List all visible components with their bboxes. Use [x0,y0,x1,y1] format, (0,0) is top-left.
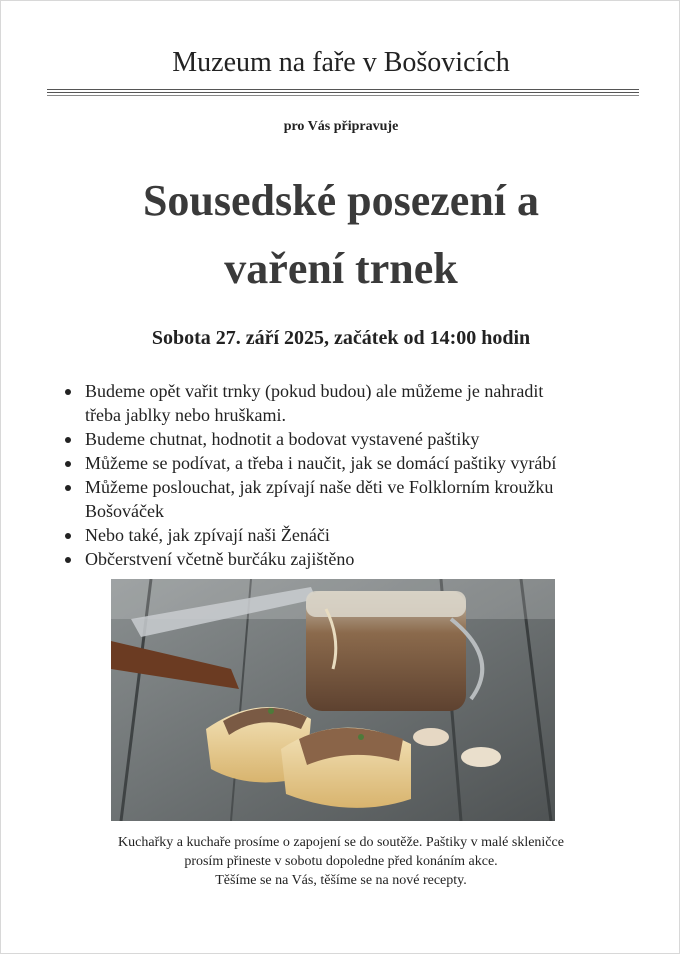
list-item-text: Budeme chutnat, hodnotit a bodovat vystavené paštiky [85,429,480,449]
presents-line: pro Vás připravuje [283,119,399,134]
caption-line: Těšíme se na Vás, těšíme se na nové recepty. [215,873,467,888]
list-item-text: Můžeme se podívat, a třeba i naučit, jak se domácí paštiky vyrábí [85,453,557,473]
bullet-icon [65,461,71,467]
caption-line: prosím přineste v sobotu dopoledne před konáním akce. [184,854,498,869]
museum-name: Muzeum na faře v Bošovicích [172,47,510,78]
list-item [59,475,629,523]
bullet-icon [65,437,71,443]
header-divider [47,89,639,90]
bullet-icon [65,557,71,563]
bullet-icon [65,485,71,491]
list-item-text: Bošováček [85,501,164,521]
list-item-text: Můžeme poslouchat, jak zpívají naše děti ve Folklorním kroužku [85,477,554,497]
bullet-icon [65,389,71,395]
header-divider [47,92,639,93]
bullet-icon [65,533,71,539]
event-title-line: Sousedské posezení a [142,176,540,225]
list-item-text: Nebo také, jak zpívají naši Ženáči [85,525,330,545]
event-title [1,167,680,303]
list-item-text: třeba jablky nebo hruškami. [85,405,286,425]
list-item [59,451,629,475]
event-date: Sobota 27. září 2025, začátek od 14:00 hodin [151,327,531,349]
list-item [59,523,629,547]
list-item [59,547,629,571]
caption-line: Kuchařky a kuchaře prosíme o zapojení se do soutěže. Paštiky v malé skleničce [118,835,564,850]
program-list [59,379,629,571]
header-divider [47,95,639,96]
list-item-text: Budeme opět vařit trnky (pokud budou) ale můžeme je nahradit [85,381,544,401]
event-title-line: vaření trnek [224,244,458,293]
caption [1,833,680,890]
list-item [59,427,629,451]
list-item-text: Občerstvení včetně burčáku zajištěno [85,549,355,569]
pate-photo [111,579,555,821]
list-item [59,379,629,427]
